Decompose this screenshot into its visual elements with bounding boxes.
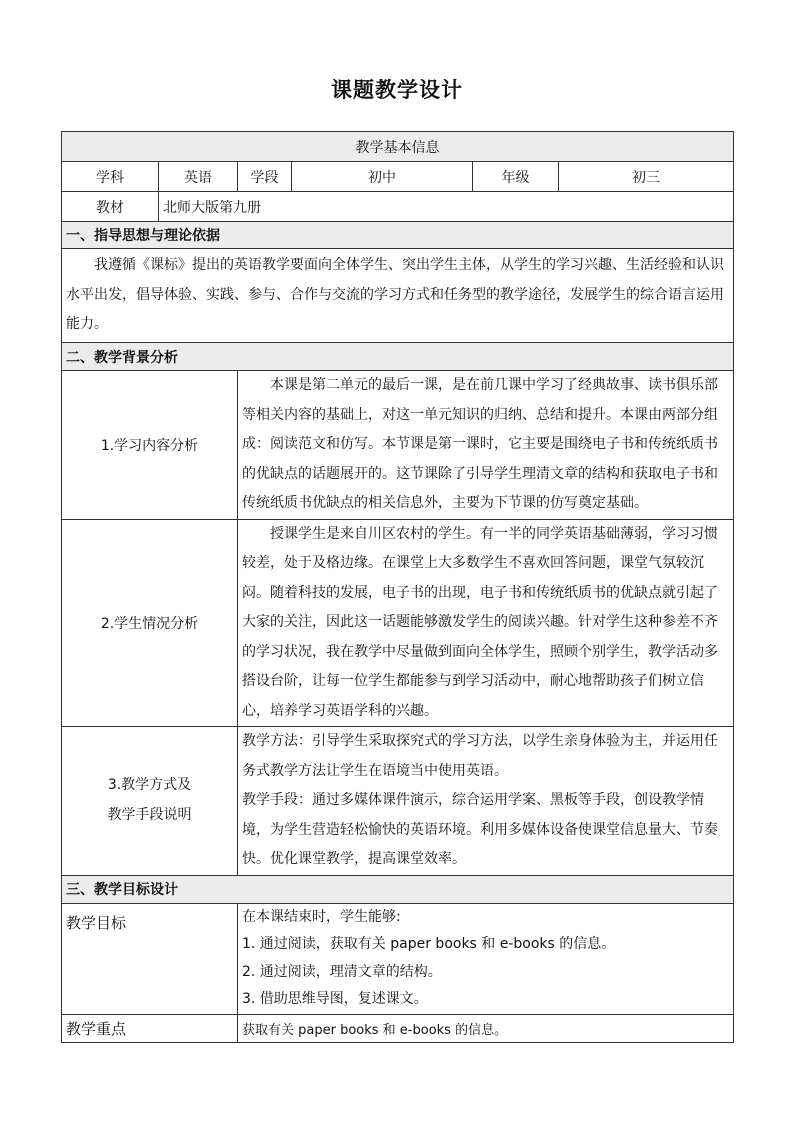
learning-content-text: 本课是第二单元的最后一课，是在前几课中学习了经典故事、读书俱乐部等相关内容的基础上，对这一单元知识的归纳、总结和提升。本课由两部分组成：阅读范文和仿写。本节课是第一课时，它主要是围绕电子书和传统纸质书的优缺点的话题展开的。这节课除了引导学生理清文章的结构和获取电子书和传统纸质书优缺点的相关信息外，主要为下节课的仿写奠定基础。	[238, 371, 734, 520]
teaching-method-text	[238, 727, 734, 876]
teaching-method-label	[62, 727, 238, 876]
teaching-method-label-line2: 教学手段说明	[107, 806, 192, 823]
basic-info-header: 教学基本信息	[62, 132, 734, 162]
section1-title: 一、指导思想与理论依据	[62, 222, 734, 249]
textbook-row	[62, 192, 734, 222]
page-title: 课题教学设计	[331, 78, 463, 102]
teaching-key-row	[62, 1014, 734, 1042]
subject-row	[62, 162, 734, 192]
section1-text: 我遵循《课标》提出的英语教学要面向全体学生、突出学生主体，从学生的学习兴趣、生活经验和认识水平出发，倡导体验、实践、参与、合作与交流的学习方式和任务型的教学途径，发展学生的综合语言运用能力。	[62, 249, 734, 343]
textbook-value: 北师大版第九册	[159, 192, 734, 222]
section1-content-row	[62, 249, 734, 343]
section2-title: 二、教学背景分析	[62, 343, 734, 371]
stage-label: 学段	[238, 162, 292, 192]
teaching-key-label: 教学重点	[62, 1014, 238, 1042]
teaching-goal-label: 教学目标	[62, 903, 238, 1014]
stage-value: 初中	[292, 162, 473, 192]
goal-item: 1. 通过阅读，获取有关 paper books 和 e-books 的信息。	[242, 936, 616, 952]
means-paragraph: 教学手段：通过多媒体课件演示，综合运用学案、黑板等手段，创设教学情境，为学生营造轻松愉快的英语环境。利用多媒体设备使课堂信息量大、节奏快。优化课堂教学，提高课堂效率。	[242, 792, 718, 867]
student-analysis-label: 2.学生情况分析	[62, 519, 238, 727]
goal-item: 3. 借助思维导图，复述课文。	[242, 991, 428, 1007]
subject-label: 学科	[62, 162, 159, 192]
teaching-key-text: 获取有关 paper books 和 e-books 的信息。	[238, 1014, 734, 1042]
grade-label: 年级	[473, 162, 559, 192]
learning-content-row	[62, 371, 734, 520]
grade-value: 初三	[559, 162, 734, 192]
section3-header-row	[62, 875, 734, 903]
goal-intro: 在本课结束时，学生能够:	[242, 908, 401, 925]
teaching-method-label-line1: 3.教学方式及	[107, 777, 192, 794]
section3-title: 三、教学目标设计	[62, 875, 734, 903]
learning-content-label: 1.学习内容分析	[62, 371, 238, 520]
method-paragraph: 教学方法：引导学生采取探究式的学习方法，以学生亲身体验为主，并运用任务式教学方法让学生在语境当中使用英语。	[242, 733, 718, 779]
section1-header-row	[62, 222, 734, 249]
teaching-goal-row	[62, 903, 734, 1014]
basic-info-header-row	[62, 132, 734, 162]
lesson-design-table	[61, 131, 734, 1043]
student-analysis-text: 授课学生是来自川区农村的学生。有一半的同学英语基础薄弱，学习习惯较差，处于及格边缘。在课堂上大多数学生不喜欢回答问题，课堂气氛较沉闷。随着科技的发展，电子书的出现，电子书和传统纸质书的优缺点就引起了大家的关注，因此这一话题能够激发学生的阅读兴趣。针对学生这种参差不齐的学习状况，我在教学中尽量做到面向全体学生，照顾个别学生，教学活动多搭设台阶，让每一位学生都能参与到学习活动中，耐心地帮助孩子们树立信心，培养学习英语学科的兴趣。	[238, 519, 734, 727]
student-analysis-row	[62, 519, 734, 727]
teaching-goal-content	[238, 903, 734, 1014]
section2-header-row	[62, 343, 734, 371]
textbook-label: 教材	[62, 192, 159, 222]
goal-item: 2. 通过阅读，理清文章的结构。	[242, 963, 442, 980]
teaching-method-row	[62, 727, 734, 876]
subject-value: 英语	[159, 162, 238, 192]
